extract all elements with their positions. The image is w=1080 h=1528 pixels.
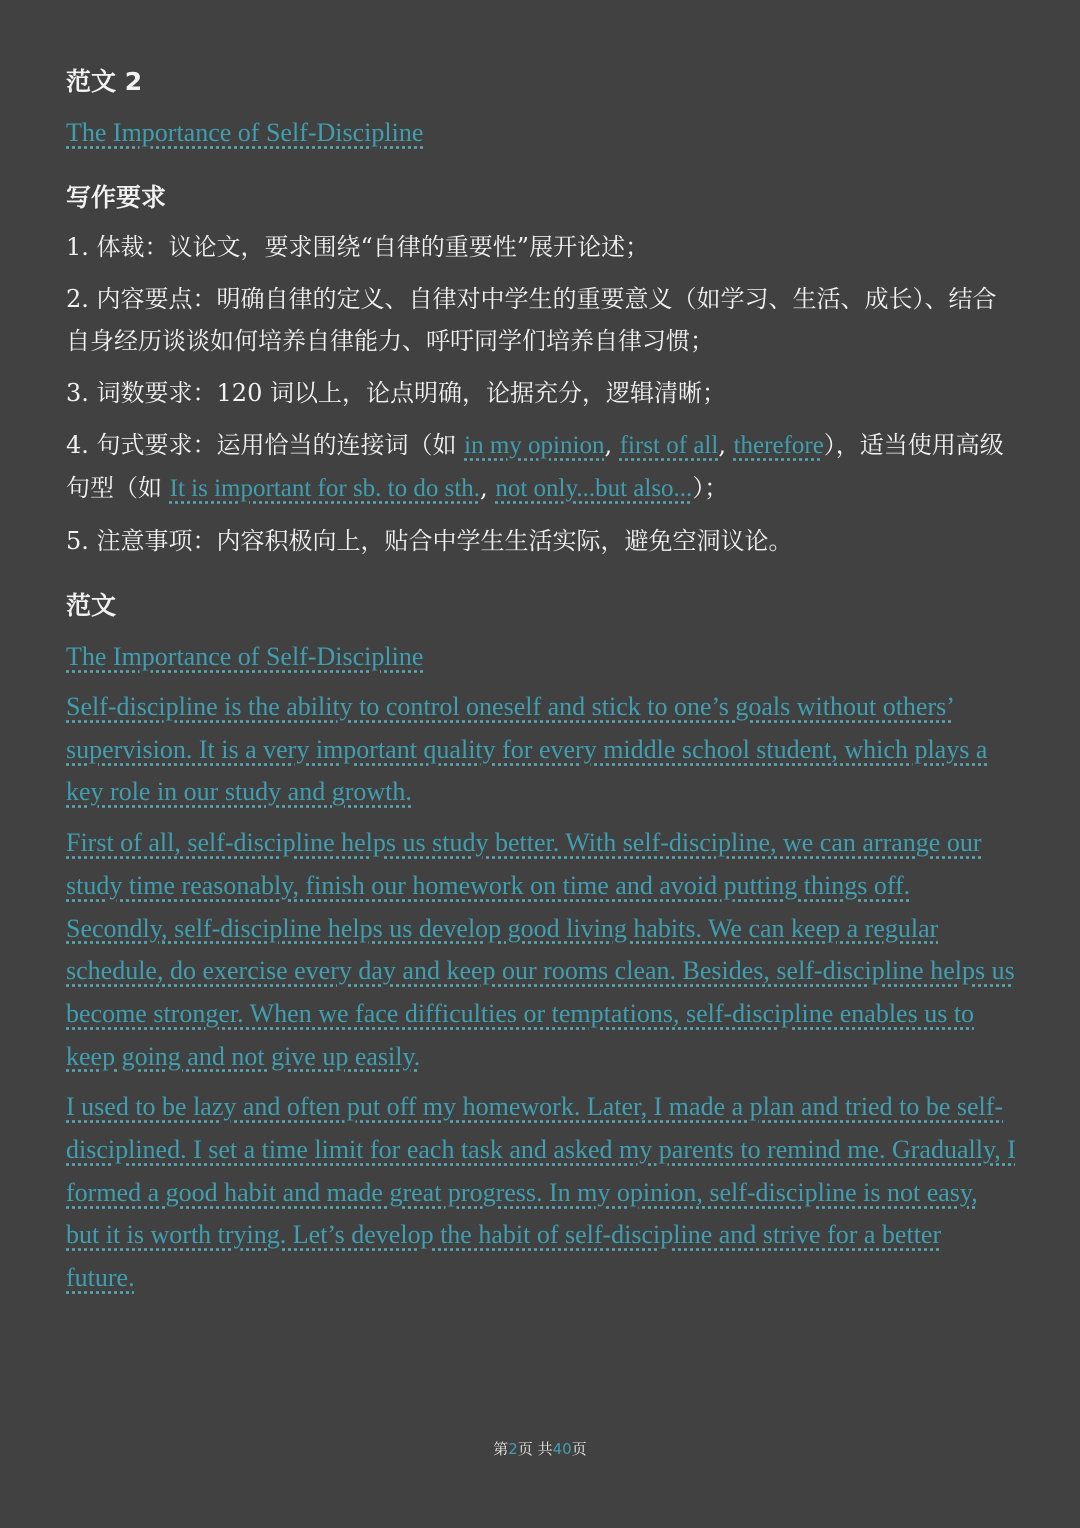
page-footer <box>0 1438 1080 1459</box>
requirement-item-3: 3. 词数要求：120 词以上，论点明确，论据充分，逻辑清晰； <box>66 379 726 407</box>
requirements-heading: 写作要求 <box>66 183 167 212</box>
document-title: The Importance of Self-Discipline <box>66 118 424 147</box>
requirement-4-middle: ），适当使用高级句型（如 <box>66 431 1004 502</box>
total-page-number: 40 <box>552 1440 572 1458</box>
essay-paragraph-3-text: I used to be lazy and often put off my homework. Later, I made a plan and tried to be self-disciplined. I set a time limit for each task and asked my parents to remind me. Gradually, I formed a good habit and made great progress. In my opinion, self-discipline is not easy, but it is worth trying. Let’s develop the habit of self-discipline and strive for a better future. <box>66 1092 1016 1293</box>
requirement-item-1: 1. 体裁：议论文，要求围绕“自律的重要性”展开论述； <box>66 233 650 261</box>
phrase-first-of-all: first of all <box>619 432 719 459</box>
document-page <box>66 64 1016 1300</box>
requirement-item-5: 5. 注意事项：内容积极向上，贴合中学生生活实际，避免空洞议论。 <box>66 527 793 555</box>
essay-heading: 范文 <box>66 591 117 620</box>
requirement-4-prefix: 4. 句式要求：运用恰当的连接词（如 <box>66 431 465 459</box>
essay-paragraph-2 <box>66 822 1016 1078</box>
essay-title: The Importance of Self-Discipline <box>66 642 424 671</box>
phrase-therefore: therefore <box>733 432 824 459</box>
essay-paragraph-1 <box>66 686 1016 814</box>
requirement-item-2: 2. 内容要点：明确自律的定义、自律对中学生的重要意义（如学习、生活、成长）、结合自身经历谈谈如何培养自律能力、呼吁同学们培养自律习惯； <box>66 285 997 355</box>
phrase-in-my-opinion: in my opinion <box>464 432 605 459</box>
current-page-number: 2 <box>508 1440 518 1458</box>
pattern-not-only-but-also: not only...but also... <box>495 475 693 502</box>
essay-paragraph-1-text: Self-discipline is the ability to control oneself and stick to one’s goals without others’ supervision. It is a very important quality for every middle school student, which plays a key role in our study and growth. <box>66 692 988 807</box>
pattern-it-is-important: It is important for sb. to do sth. <box>169 475 481 502</box>
essay-paragraph-3 <box>66 1086 1016 1300</box>
section-heading: 范文 2 <box>66 67 143 96</box>
footer-pre: 第 <box>493 1440 509 1458</box>
requirement-4-suffix: ）； <box>692 474 729 502</box>
essay-paragraph-2-text: First of all, self-discipline helps us study better. With self-discipline, we can arrange our study time reasonably, finish our homework on time and avoid putting things off. Secondly, self-discipline helps us develop good living habits. We can keep a regular schedule, do exercise every day and keep our rooms clean. Besides, self-discipline helps us become stronger. When we face difficulties or temptations, self-discipline enables us to keep going and not give up easily. <box>66 828 1015 1071</box>
requirement-item-4: 4. 句式要求：运用恰当的连接词（如 in my opinion, first of all, therefore），适当使用高级句型（如 It is important for sb. to do sth., not only...but also...）； <box>66 431 1004 502</box>
footer-post: 页 <box>571 1440 587 1458</box>
footer-mid: 页 共 <box>517 1440 553 1458</box>
